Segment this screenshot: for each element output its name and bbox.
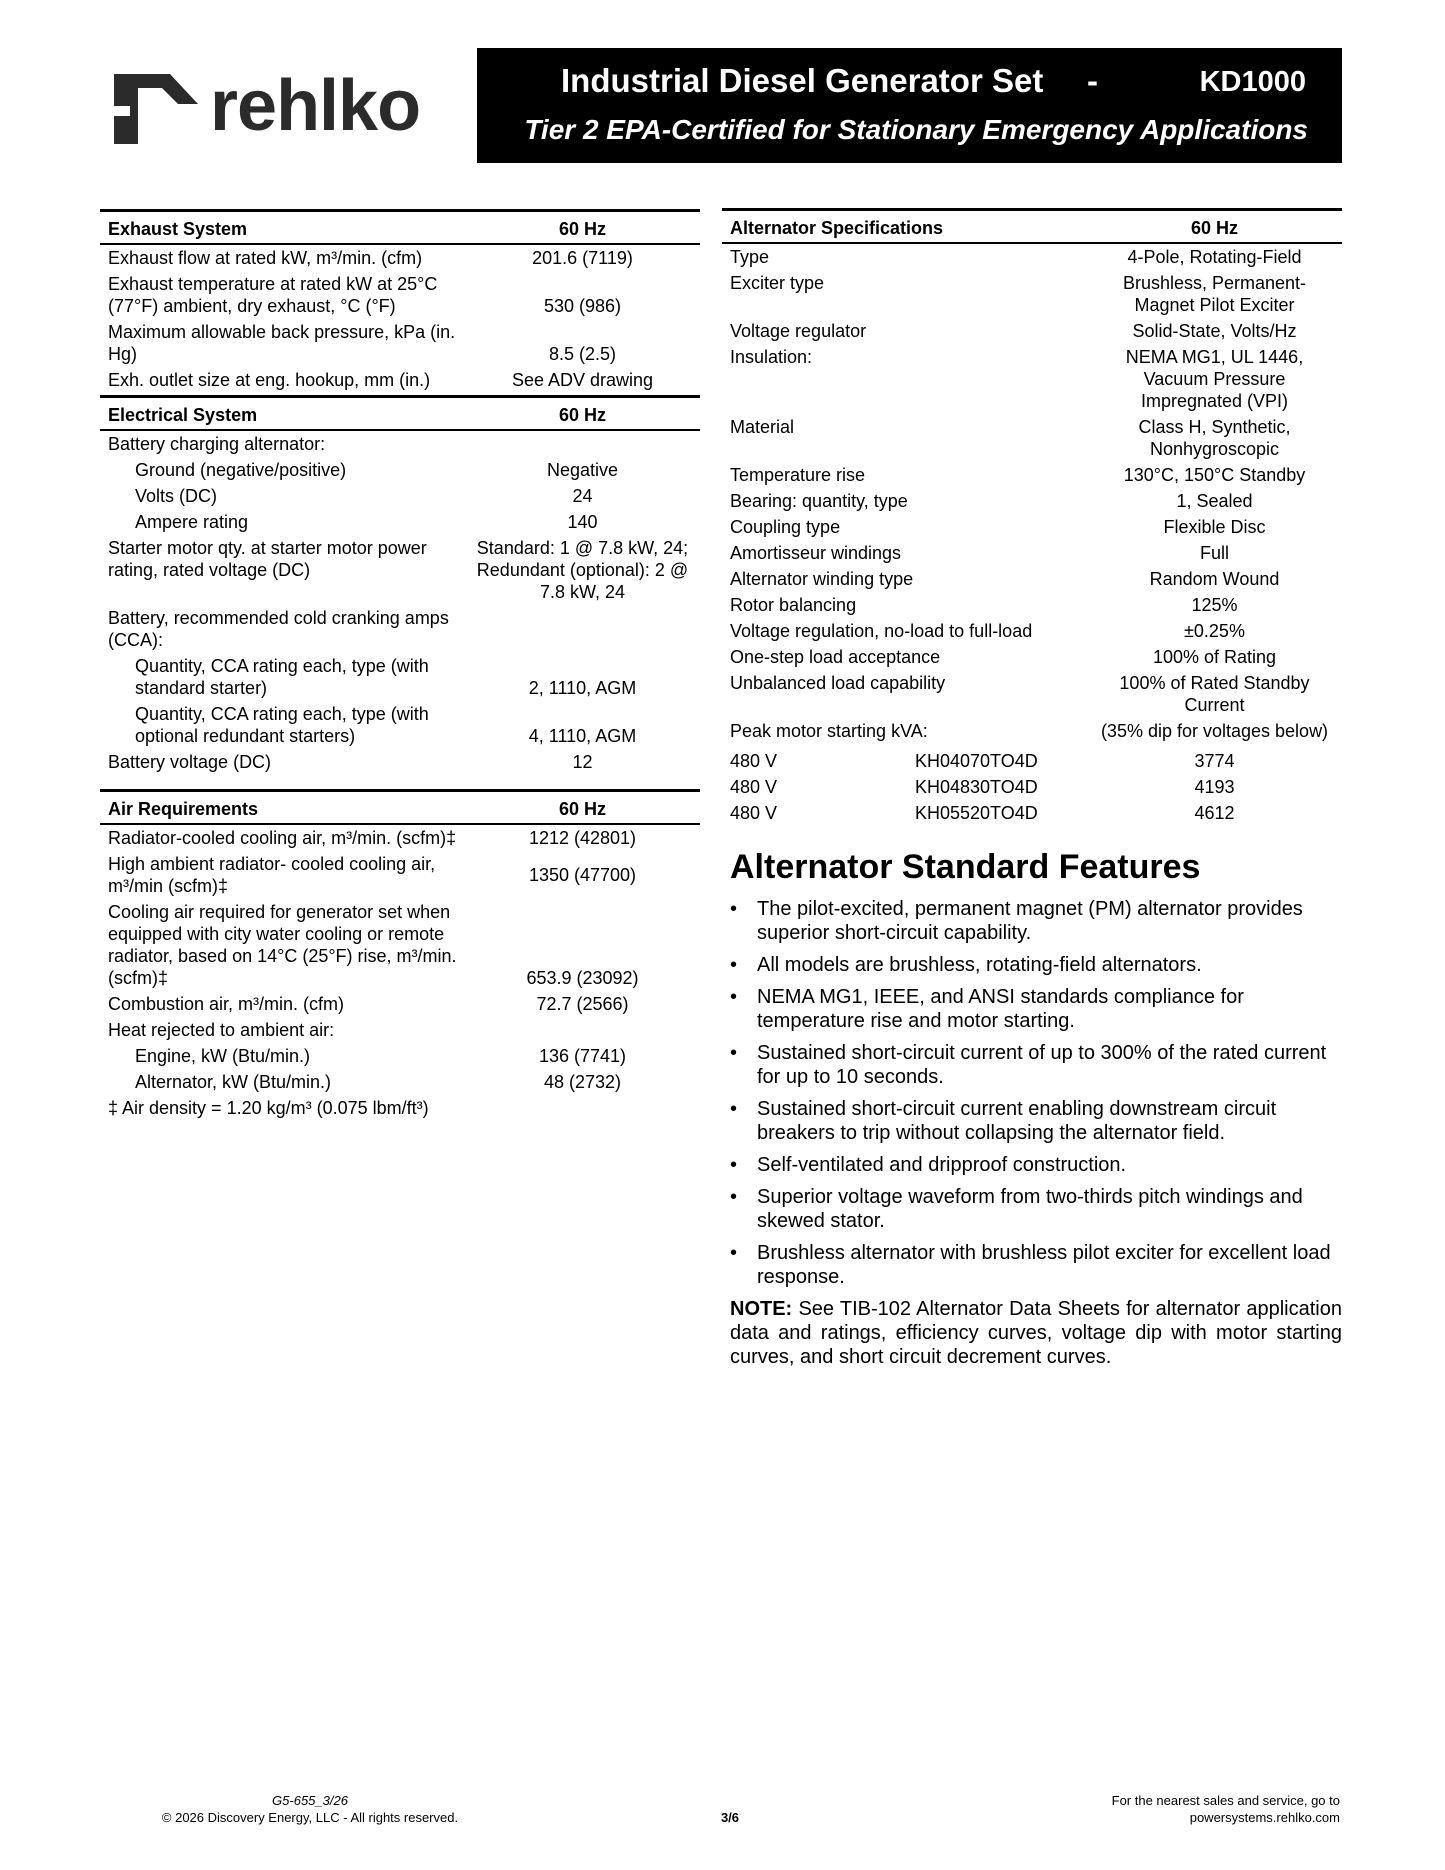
table-row: Volts (DC) 24 (135, 486, 593, 506)
exhaust-table (100, 209, 700, 393)
table-row (100, 1095, 700, 1121)
table-header-col: 60 Hz (465, 397, 700, 431)
bullet-icon: • (730, 1098, 738, 1120)
copyright: © 2026 Discovery Energy, LLC - All rights reserved. (161, 1810, 459, 1825)
table-row: Amortisseur windings Full (730, 543, 1229, 563)
table-row: Bearing: quantity, type 1, Sealed (730, 491, 1253, 511)
table-row: Coupling type Flexible Disc (730, 517, 1266, 537)
footer-right (1020, 1792, 1340, 1826)
features-heading: Alternator Standard Features (730, 848, 1201, 886)
table-row: Insulation: NEMA MG1, UL 1446, Vacuum Pressure Impregnated (VPI) (730, 347, 1304, 411)
table-header (722, 210, 1342, 244)
title-banner (477, 48, 1342, 163)
table-row: Battery charging alternator: (108, 434, 326, 454)
table-row: Rotor balancing 125% (730, 595, 1238, 615)
table-row: Heat rejected to ambient air: (108, 1020, 335, 1040)
left-column (100, 209, 700, 1121)
table-header (100, 791, 700, 825)
table-row: Battery voltage (DC) 12 (108, 752, 593, 772)
table-row: 480 V KH04830TO4D 4193 (730, 777, 1235, 797)
table-row: One-step load acceptance 100% of Rating (730, 647, 1277, 667)
table-row: Combustion air, m³/min. (cfm) 72.7 (2566) (108, 994, 629, 1014)
table-row: Quantity, CCA rating each, type (with standard starter) 2, 1110, AGM (135, 656, 637, 698)
table-row: Radiator-cooled cooling air, m³/min. (scfm)‡ 1212 (42801) (108, 828, 637, 848)
table-row: Alternator winding type Random Wound (730, 569, 1280, 589)
table-header-col: 60 Hz (1087, 210, 1342, 244)
air-requirements-table (100, 789, 700, 1121)
table-row: 480 V KH05520TO4D 4612 (730, 803, 1235, 823)
bullet-icon: • (730, 986, 738, 1008)
document-code: G5-655_3/26 (272, 1793, 348, 1808)
features-note (722, 1297, 1342, 1369)
table-row: Unbalanced load capability 100% of Rated Standby Current (730, 673, 1310, 715)
table-row: 480 V KH04070TO4D 3774 (730, 751, 1235, 771)
bullet-icon: • (730, 954, 738, 976)
table-header-label: Air Requirements (100, 791, 465, 825)
footer-left (140, 1792, 480, 1826)
list-item: • Superior voltage waveform from two-thirds pitch windings and skewed stator. (730, 1186, 1303, 1232)
table-header-label: Alternator Specifications (722, 210, 1087, 244)
website-link[interactable]: powersystems.rehlko.com (1189, 1810, 1340, 1825)
rehlko-logo-icon (112, 66, 200, 146)
table-row: Engine, kW (Btu/min.) 136 (7741) (135, 1046, 627, 1066)
table-row: Material Class H, Synthetic, Nonhygroscopic (730, 417, 1291, 459)
air-density-footnote: ‡ Air density = 1.20 kg/m³ (0.075 lbm/ft³) (108, 1098, 429, 1118)
document-subtitle: Tier 2 EPA-Certified for Stationary Emergency Applications (524, 114, 1308, 145)
sales-text: For the nearest sales and service, go to (1111, 1793, 1340, 1808)
list-item: • The pilot-excited, permanent magnet (PM) alternator provides superior short-circuit capability. (730, 898, 1303, 944)
list-item: • Self-ventilated and dripproof construction. (730, 1154, 1127, 1176)
table-row: Ampere rating 140 (135, 512, 598, 532)
table-row: Ground (negative/positive) Negative (135, 460, 619, 480)
note-label: NOTE: (730, 1298, 793, 1320)
note-text: See TIB-102 Alternator Data Sheets for alternator application data and ratings, efficiency curves, voltage dip with motor starting curves, and short circuit decrement curves. (730, 1298, 1342, 1368)
table-row: Exh. outlet size at eng. hookup, mm (in.) See ADV drawing (108, 370, 654, 390)
table-row: Maximum allowable back pressure, kPa (in. Hg) 8.5 (2.5) (108, 322, 617, 364)
table-header-col: 60 Hz (465, 211, 700, 245)
list-item: • NEMA MG1, IEEE, and ANSI standards compliance for temperature rise and motor starting. (730, 986, 1244, 1032)
table-row: Voltage regulation, no-load to full-load ±0.25% (730, 621, 1245, 641)
right-column (722, 208, 1342, 1369)
table-row: High ambient radiator- cooled cooling air, m³/min (scfm)‡ 1350 (47700) (108, 854, 637, 896)
bullet-icon: • (730, 1042, 738, 1064)
document-title: Industrial Diesel Generator Set (561, 62, 1044, 99)
list-item: • Brushless alternator with brushless pilot exciter for excellent load response. (730, 1242, 1331, 1288)
bullet-icon: • (730, 1186, 738, 1208)
table-row: Exhaust temperature at rated kW at 25°C (77°F) ambient, dry exhaust, °C (°F) 530 (986) (108, 274, 622, 316)
table-row: Quantity, CCA rating each, type (with optional redundant starters) 4, 1110, AGM (135, 704, 637, 746)
bullet-icon: • (730, 1242, 738, 1264)
table-header (100, 211, 700, 245)
alternator-spec-table (722, 208, 1342, 744)
table-row: Exciter type Brushless, Permanent-Magnet Pilot Exciter (730, 273, 1307, 315)
model-number: KD1000 (1199, 66, 1306, 98)
table-row: Voltage regulator Solid-State, Volts/Hz (730, 321, 1297, 341)
table-row: Alternator, kW (Btu/min.) 48 (2732) (135, 1072, 622, 1092)
title-separator: - (1087, 62, 1098, 99)
table-header-label: Exhaust System (100, 211, 465, 245)
list-item: • All models are brushless, rotating-field alternators. (730, 954, 1202, 976)
table-row: Type 4-Pole, Rotating-Field (730, 247, 1302, 267)
motor-starting-table (722, 748, 1342, 826)
list-item: • Sustained short-circuit current of up to 300% of the rated current for up to 10 seconds. (730, 1042, 1327, 1088)
bullet-icon: • (730, 898, 738, 920)
table-row: Peak motor starting kVA: (35% dip for voltages below) (730, 721, 1329, 741)
table-row: Cooling air required for generator set when equipped with city water cooling or remote radiator, based on 14°C (25°F) rise, m³/min. (scfm)‡ 653.9 (23092) (108, 902, 639, 988)
table-row: Starter motor qty. at starter motor power rating, rated voltage (DC) Standard: 1 @ 7.8 kW, 24; Redundant (optional): 2 @ 7.8 kW, 24 (108, 538, 689, 602)
list-item: • Sustained short-circuit current enabling downstream circuit breakers to trip without collapsing the alternator field. (730, 1098, 1277, 1144)
features-list (722, 897, 1342, 1289)
electrical-table (100, 395, 700, 775)
table-row: Battery, recommended cold cranking amps (CCA): (108, 608, 449, 650)
bullet-icon: • (730, 1154, 738, 1176)
table-header-col: 60 Hz (465, 791, 700, 825)
brand-name: rehlko (210, 66, 421, 146)
table-header (100, 397, 700, 431)
table-row: Temperature rise 130°C, 150°C Standby (730, 465, 1306, 485)
brand-logo (112, 66, 420, 146)
table-row: Exhaust flow at rated kW, m³/min. (cfm) 201.6 (7119) (108, 248, 633, 268)
table-header-label: Electrical System (100, 397, 465, 431)
page-number: 3/6 (720, 1810, 740, 1825)
